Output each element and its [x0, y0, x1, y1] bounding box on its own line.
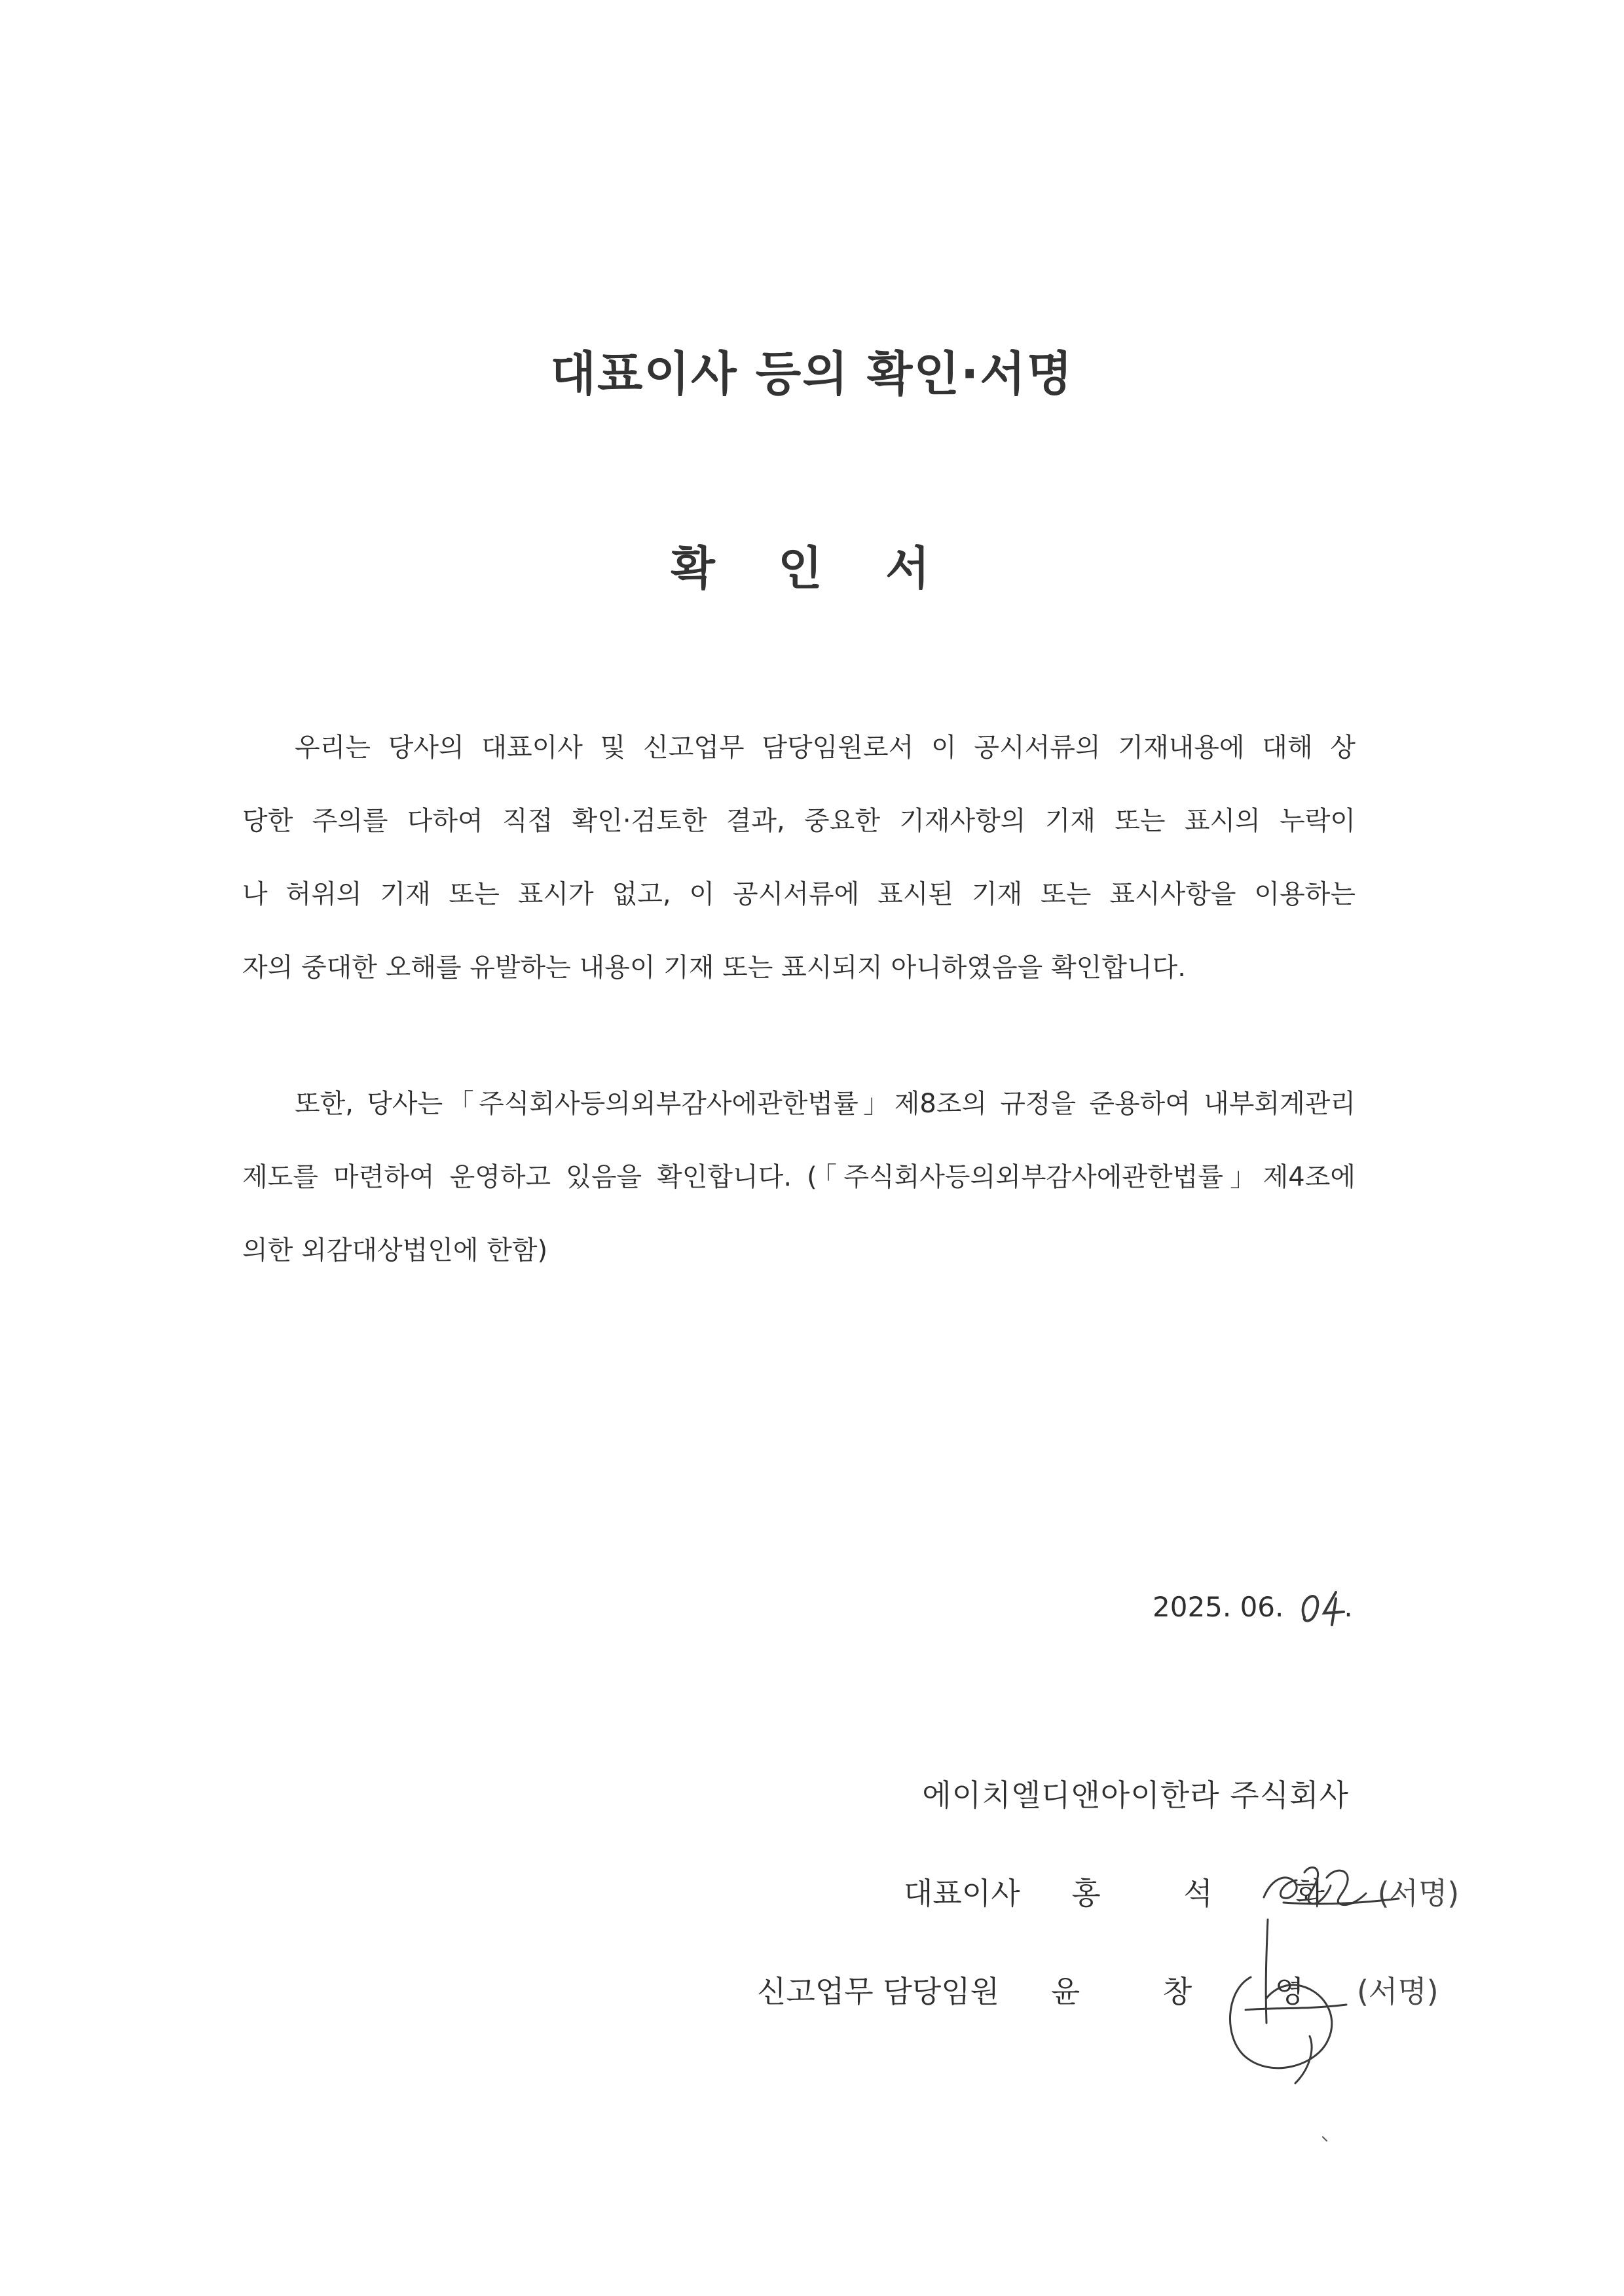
confirmation-paragraph [242, 711, 1356, 1004]
stray-mark [1321, 2136, 1328, 2142]
paragraph-line: 당한 주의를 다하여 직접 확인·검토한 결과, 중요한 기재사항의 기재 또는 표시의 누락이 [242, 806, 1356, 836]
signatory-role: 대표이사 [904, 1876, 1020, 1911]
paragraph-line: 우리는 당사의 대표이사 및 신고업무 담당임원로서 이 공시서류의 기재내용에 대해 상 [295, 733, 1356, 763]
paragraph-line: 의한 외감대상법인에 한함) [242, 1235, 548, 1266]
paragraph-line: 자의 중대한 오해를 유발하는 내용이 기재 또는 표시되지 아니하였음을 확인합니다. [242, 953, 1186, 983]
paragraph-line: 또한, 당사는「주식회사등의외부감사에관한법률」제8조의 규정을 준용하여 내부회계관리 [295, 1089, 1356, 1119]
signatory-name: 윤 창 영 [1050, 1974, 1341, 2009]
signatory-role: 신고업무 담당임원 [757, 1974, 1000, 2009]
signature-placeholder: (서명) [1356, 1974, 1439, 2009]
signatory-name: 홍 석 화 [1071, 1876, 1361, 1911]
paragraph-line: 나 허위의 기재 또는 표시가 없고, 이 공시서류에 표시된 기재 또는 표시사항을 이용하는 [242, 879, 1356, 909]
document-subtitle: 확 인 서 [671, 541, 953, 595]
company-name: 에이치엘디앤아이한라 주식회사 [922, 1777, 1349, 1813]
internal-control-paragraph [242, 1067, 1356, 1287]
handwritten-day [1295, 1584, 1354, 1630]
paragraph-line: 제도를 마련하여 운영하고 있음을 확인합니다. (「주식회사등의외부감사에관한법률」제4조에 [242, 1162, 1356, 1192]
document-title: 대표이사 등의 확인·서명 [550, 346, 1074, 401]
date-printed: 2025. 06. [1153, 1591, 1284, 1623]
officer-handwritten-signature [1218, 1912, 1388, 2108]
signature-placeholder: (서명) [1377, 1876, 1460, 1911]
date-suffix: . [1344, 1591, 1353, 1623]
